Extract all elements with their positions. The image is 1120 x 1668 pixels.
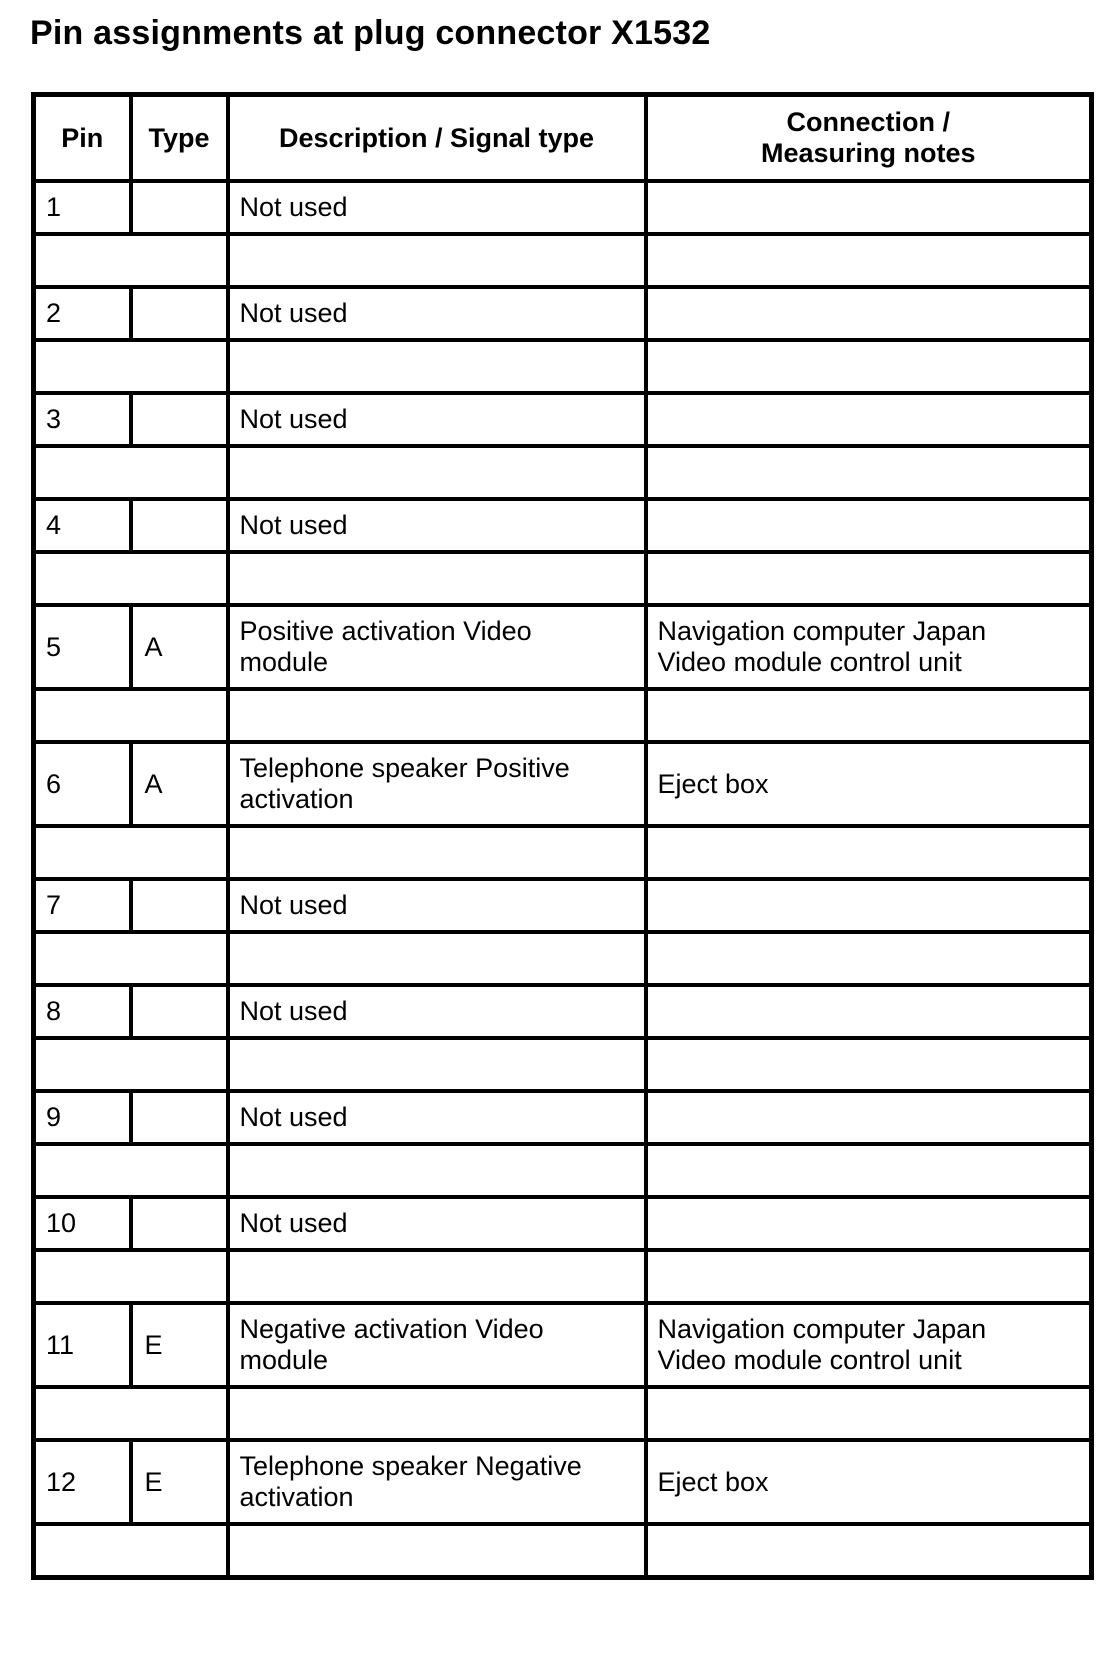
description-line: Telephone speaker Positive (239, 753, 570, 783)
spacer-row (34, 1250, 1092, 1303)
pin-cell: 3 (34, 393, 131, 446)
table-row (34, 879, 1092, 932)
description-cell (228, 605, 646, 689)
type-cell: E (131, 1440, 228, 1524)
type-cell (131, 393, 228, 446)
connection-cell (646, 1091, 1092, 1144)
description-line: module (239, 647, 329, 677)
header-description: Description / Signal type (228, 95, 646, 182)
spacer-row (34, 1038, 1092, 1091)
spacer-cell (646, 689, 1092, 742)
table-row (34, 1091, 1092, 1144)
spacer-cell (228, 1250, 646, 1303)
type-cell (131, 287, 228, 340)
pin-assignment-table (31, 92, 1094, 1580)
description-cell: Not used (228, 985, 646, 1038)
type-cell: E (131, 1303, 228, 1387)
spacer-cell (646, 1038, 1092, 1091)
pin-cell: 1 (34, 181, 131, 234)
description-line: activation (239, 1482, 354, 1512)
table-header-row (34, 95, 1092, 182)
spacer-row (34, 1144, 1092, 1197)
spacer-cell (228, 552, 646, 605)
spacer-cell (646, 552, 1092, 605)
table-row (34, 499, 1092, 552)
spacer-cell (646, 1144, 1092, 1197)
type-cell (131, 181, 228, 234)
type-cell (131, 499, 228, 552)
spacer-cell (228, 932, 646, 985)
spacer-cell (34, 234, 228, 287)
spacer-cell (228, 1038, 646, 1091)
table-row (34, 1303, 1092, 1387)
description-cell: Not used (228, 393, 646, 446)
table-row (34, 393, 1092, 446)
table-row (34, 1197, 1092, 1250)
description-line: activation (239, 784, 354, 814)
spacer-cell (646, 1387, 1092, 1440)
spacer-cell (646, 1250, 1092, 1303)
connection-cell (646, 393, 1092, 446)
spacer-cell (34, 932, 228, 985)
connection-cell (646, 499, 1092, 552)
type-cell: A (131, 742, 228, 826)
description-line: Negative activation Video (239, 1314, 544, 1344)
description-line: Telephone speaker Negative (239, 1451, 582, 1481)
spacer-cell (228, 689, 646, 742)
spacer-cell (228, 1144, 646, 1197)
spacer-cell (34, 826, 228, 879)
description-cell (228, 1440, 646, 1524)
spacer-row (34, 1524, 1092, 1578)
spacer-cell (228, 1387, 646, 1440)
type-cell (131, 879, 228, 932)
pin-cell: 10 (34, 1197, 131, 1250)
pin-cell: 6 (34, 742, 131, 826)
connection-cell (646, 287, 1092, 340)
spacer-row (34, 234, 1092, 287)
connection-cell: Eject box (646, 742, 1092, 826)
spacer-cell (646, 446, 1092, 499)
spacer-row (34, 689, 1092, 742)
header-pin: Pin (34, 95, 131, 182)
connection-cell (646, 605, 1092, 689)
spacer-cell (228, 1524, 646, 1578)
table-row (34, 287, 1092, 340)
spacer-cell (34, 340, 228, 393)
table-row (34, 181, 1092, 234)
pin-cell: 4 (34, 499, 131, 552)
spacer-cell (34, 689, 228, 742)
type-cell (131, 985, 228, 1038)
spacer-row (34, 1387, 1092, 1440)
spacer-row (34, 446, 1092, 499)
spacer-cell (646, 826, 1092, 879)
table-row (34, 1440, 1092, 1524)
spacer-cell (34, 1387, 228, 1440)
spacer-row (34, 826, 1092, 879)
connection-cell (646, 879, 1092, 932)
description-line: module (239, 1345, 329, 1375)
spacer-row (34, 932, 1092, 985)
spacer-cell (646, 932, 1092, 985)
pin-cell: 12 (34, 1440, 131, 1524)
spacer-cell (646, 1524, 1092, 1578)
connection-cell (646, 1303, 1092, 1387)
header-type: Type (131, 95, 228, 182)
description-cell: Not used (228, 287, 646, 340)
pin-cell: 7 (34, 879, 131, 932)
description-line: Positive activation Video (239, 616, 532, 646)
table-row (34, 742, 1092, 826)
spacer-cell (228, 340, 646, 393)
pin-cell: 9 (34, 1091, 131, 1144)
description-cell: Not used (228, 879, 646, 932)
page-title: Pin assignments at plug connector X1532 (30, 14, 711, 52)
connection-line: Video module control unit (657, 1345, 962, 1375)
spacer-cell (34, 446, 228, 499)
table-row (34, 985, 1092, 1038)
spacer-cell (34, 1144, 228, 1197)
description-cell (228, 742, 646, 826)
spacer-cell (646, 234, 1092, 287)
spacer-row (34, 340, 1092, 393)
table-row (34, 605, 1092, 689)
connection-cell (646, 985, 1092, 1038)
spacer-cell (34, 1038, 228, 1091)
header-connection (646, 95, 1092, 182)
pin-cell: 2 (34, 287, 131, 340)
description-cell: Not used (228, 499, 646, 552)
spacer-cell (34, 1250, 228, 1303)
spacer-cell (34, 1524, 228, 1578)
header-connection-line2: Measuring notes (760, 138, 976, 168)
type-cell (131, 1091, 228, 1144)
description-cell (228, 1303, 646, 1387)
description-cell: Not used (228, 1091, 646, 1144)
spacer-cell (646, 340, 1092, 393)
type-cell: A (131, 605, 228, 689)
connection-line: Navigation computer Japan (657, 616, 987, 646)
connection-cell (646, 1197, 1092, 1250)
header-connection-line1: Connection / (786, 107, 950, 137)
description-cell: Not used (228, 181, 646, 234)
spacer-cell (228, 234, 646, 287)
pin-cell: 5 (34, 605, 131, 689)
spacer-cell (228, 826, 646, 879)
spacer-cell (228, 446, 646, 499)
spacer-cell (34, 552, 228, 605)
connection-cell (646, 181, 1092, 234)
type-cell (131, 1197, 228, 1250)
spacer-row (34, 552, 1092, 605)
description-cell: Not used (228, 1197, 646, 1250)
connection-line: Navigation computer Japan (657, 1314, 987, 1344)
connection-line: Video module control unit (657, 647, 962, 677)
pin-cell: 8 (34, 985, 131, 1038)
pin-cell: 11 (34, 1303, 131, 1387)
connection-cell: Eject box (646, 1440, 1092, 1524)
